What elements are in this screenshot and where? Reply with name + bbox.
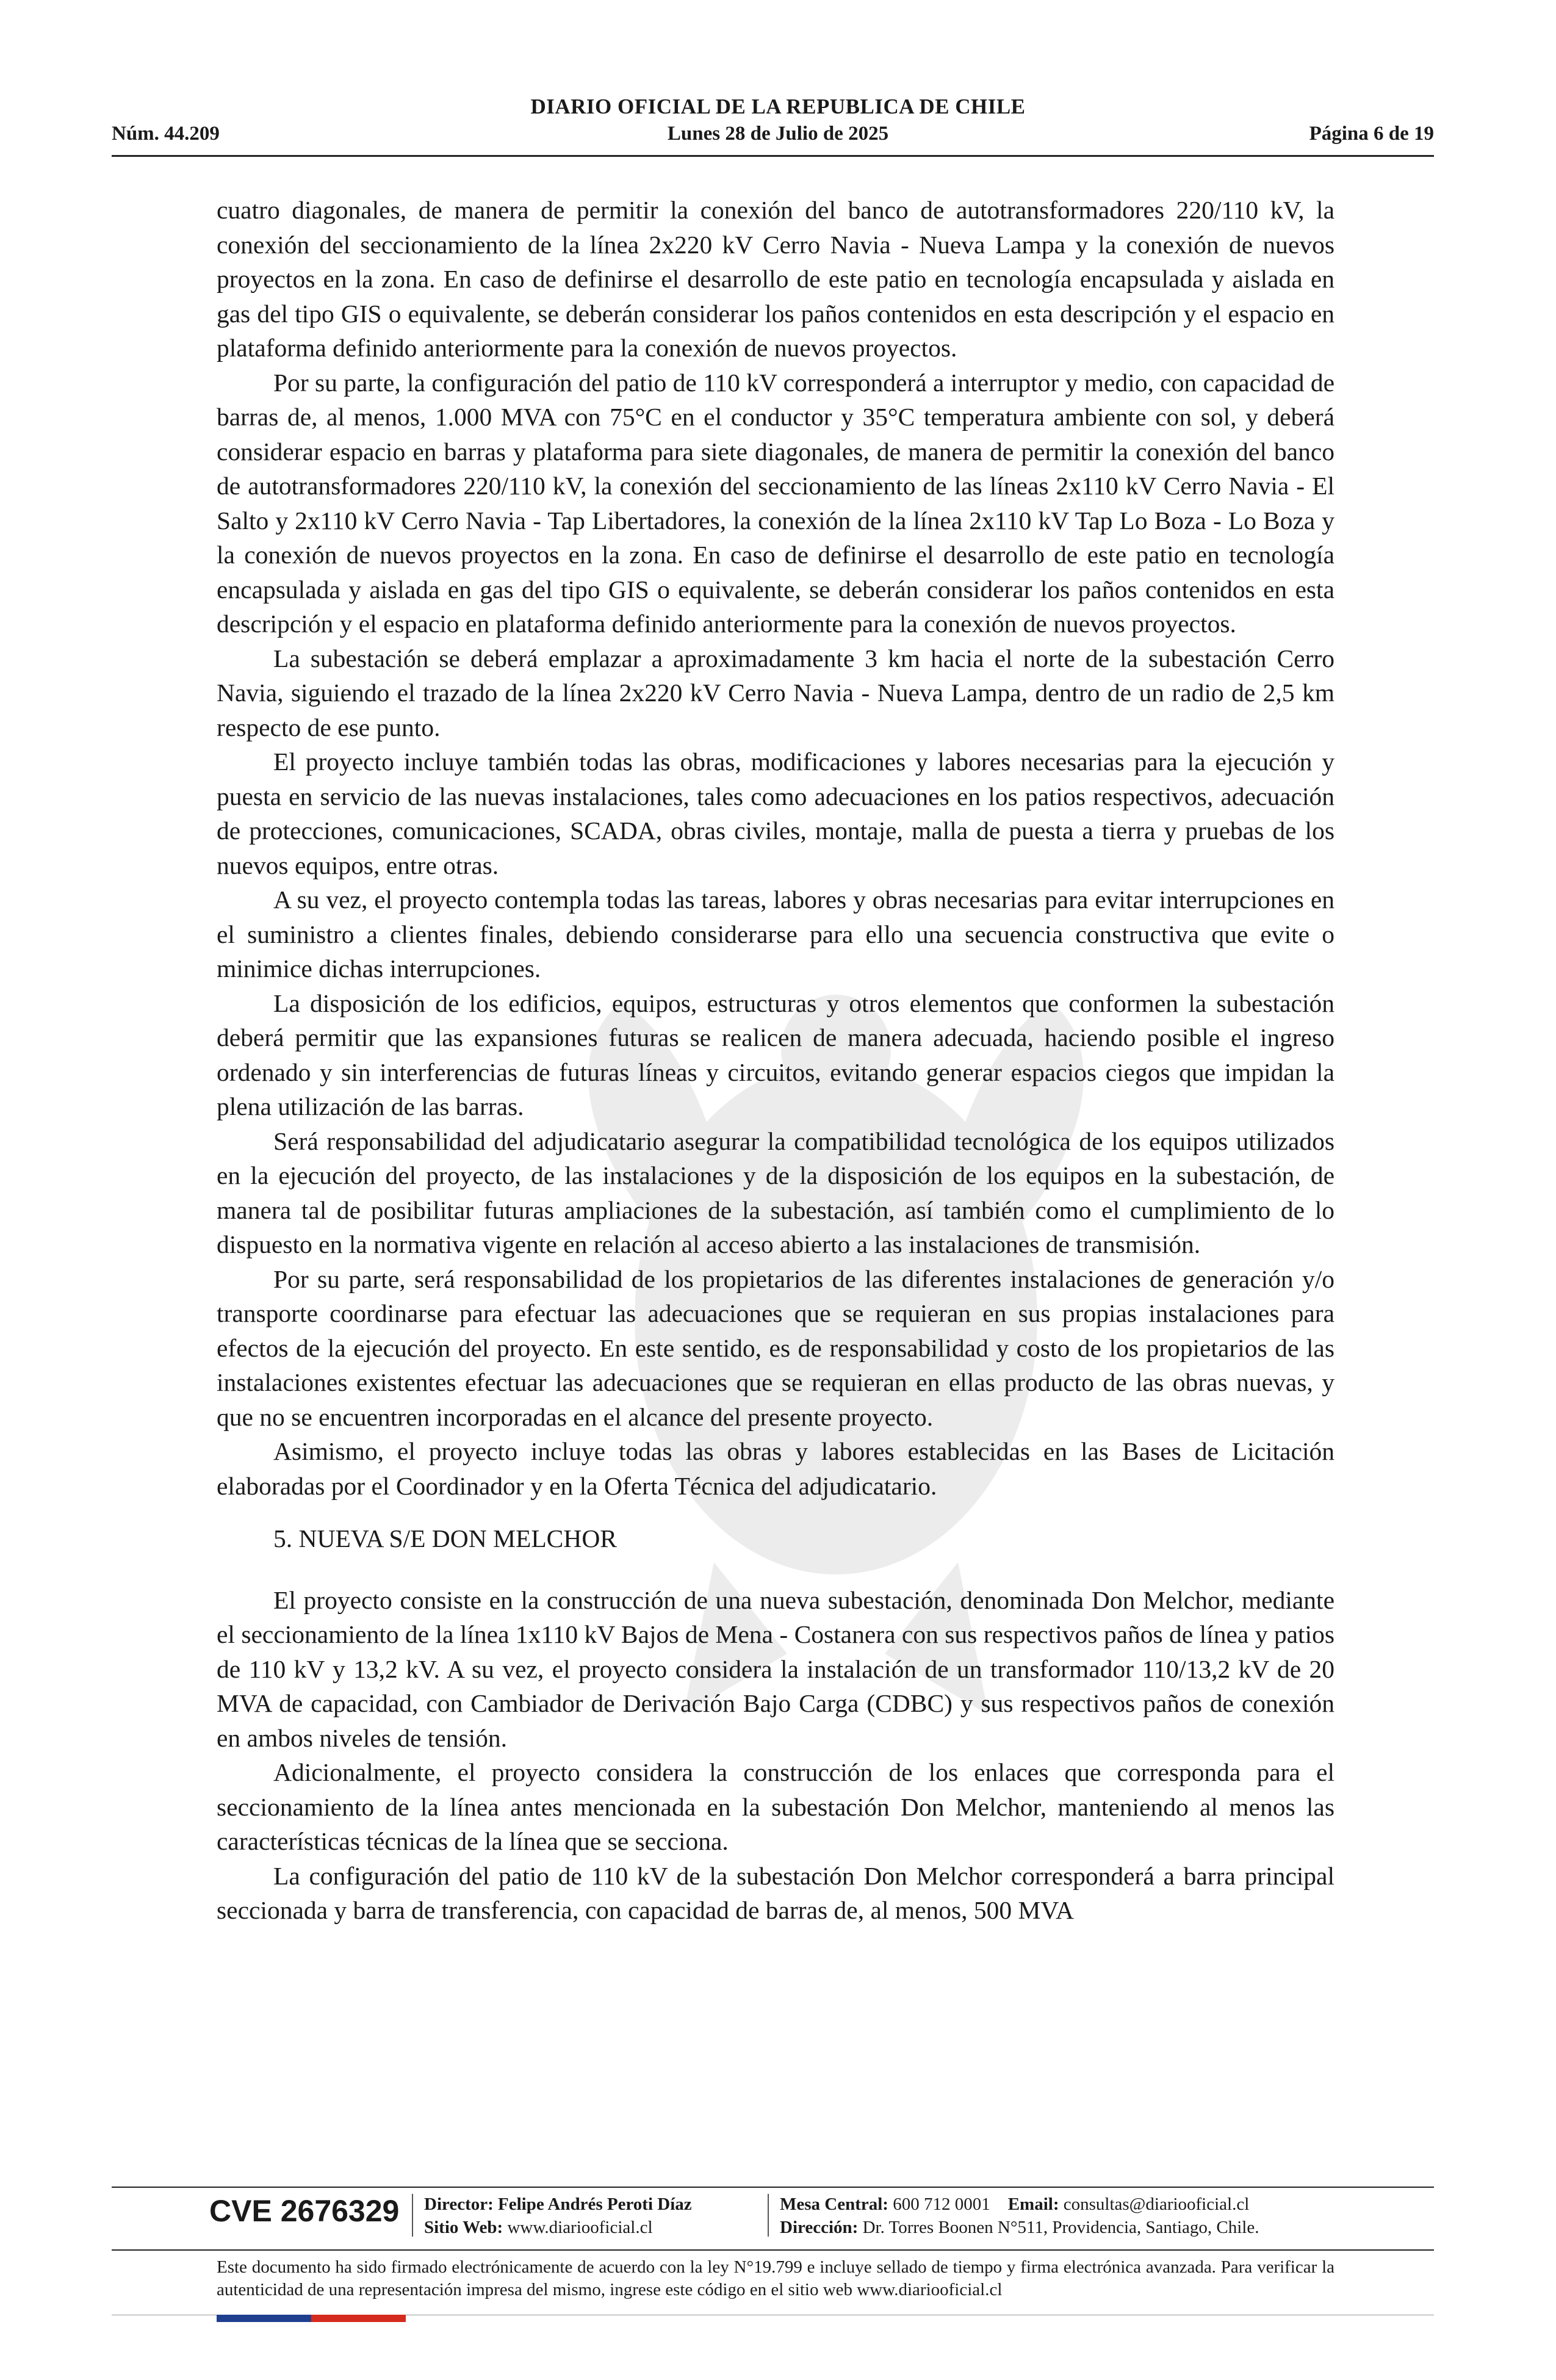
document-body (217, 193, 1334, 1928)
paragraph: cuatro diagonales, de manera de permitir la conexión del banco de autotransformadores 220/110 kV, la conexión del seccionamiento de la línea 2x220 kV Cerro Navia - Nueva Lampa y la conexión de nuevos proyectos en la zona. En caso de definirse el desarrollo de este patio en tecnología encapsulada y aislada en gas del tipo GIS o equivalente, se deberán considerar los paños contenidos en esta descripción y el espacio en plataforma definido anteriormente para la conexión de nuevos proyectos. (217, 196, 1334, 362)
paragraph: Por su parte, la configuración del patio de 110 kV corresponderá a interruptor y medio, con capacidad de barras de, al menos, 1.000 MVA con 75°C en el conductor y 35°C temperatura ambiente con sol, y deberá considerar espacio en barras y plataforma para siete diagonales, de manera de permitir la conexión del banco de autotransformadores 220/110 kV, la conexión del seccionamiento de las líneas 2x110 kV Cerro Navia - El Salto y 2x110 kV Cerro Navia - Tap Libertadores, la conexión de la línea 2x110 kV Tap Lo Boza - Lo Boza y la conexión de nuevos proyectos en la zona. En caso de definirse el desarrollo de este patio en tecnología encapsulada y aislada en gas del tipo GIS o equivalente, se deberán considerar los paños contenidos en esta descripción y el espacio en plataforma definido anteriormente para la conexión de nuevos proyectos. (217, 368, 1334, 638)
section-heading: 5. NUEVA S/E DON MELCHOR (273, 1524, 617, 1552)
paragraph: Será responsabilidad del adjudicatario asegurar la compatibilidad tecnológica de los equipos utilizados en la ejecución del proyecto, de las instalaciones y de la disposición de los equipos en la subestación, de manera tal de posibilitar futuras ampliaciones de la subestación, así también como el cumplimiento de lo dispuesto en la normativa vigente en relación al acceso abierto a las instalaciones de transmisión. (217, 1127, 1334, 1258)
email-link[interactable]: consultas@diariooficial.cl (1063, 2194, 1250, 2214)
paragraph: El proyecto incluye también todas las obras, modificaciones y labores necesarias para la ejecución y puesta en servicio de las nuevas instalaciones, tales como adecuaciones en los patios respectivos, adecuación de protecciones, comunicaciones, SCADA, obras civiles, montaje, malla de puesta a tierra y pruebas de los nuevos equipos, entre otras. (217, 748, 1334, 879)
paragraph: La subestación se deberá emplazar a aproximadamente 3 km hacia el norte de la subestación Cerro Navia, siguiendo el trazado de la línea 2x220 kV Cerro Navia - Nueva Lampa, dentro de un radio de 2,5 km respecto de ese punto. (217, 644, 1334, 741)
paragraph: A su vez, el proyecto contempla todas las tareas, labores y obras necesarias para evitar interrupciones en el suministro a clientes finales, debiendo considerarse para ello una secuencia constructiva que evite o minimice dichas interrupciones. (217, 885, 1334, 983)
paragraph: La configuración del patio de 110 kV de la subestación Don Melchor corresponderá a barra principal seccionada y barra de transferencia, con capacidad de barras de, al menos, 500 MVA (217, 1861, 1334, 1924)
phone-number: 600 712 0001 (893, 2194, 990, 2214)
header-divider (112, 155, 1434, 157)
page-number: Página 6 de 19 (1309, 123, 1434, 145)
paragraph: El proyecto consiste en la construcción de una nueva subestación, denominada Don Melchor, mediante el seccionamiento de la línea 1x110 kV Bajos de Mena - Costanera con sus respectivos paños de línea y patios de 110 kV y 13,2 kV. A su vez, el proyecto considera la instalación de un transformador 110/13,2 kV de 20 MVA de capacidad, con Cambiador de Derivación Bajo Carga (CDBC) y sus respectivos paños de conexión en ambos niveles de tensión. (217, 1585, 1334, 1752)
paragraph: Adicionalmente, el proyecto considera la construcción de los enlaces que corresponda para el seccionamiento de la línea antes mencionada en la subestación Don Melchor, manteniendo al menos las características técnicas de la línea que se secciona. (217, 1758, 1334, 1855)
issue-number: Núm. 44.209 (112, 123, 220, 145)
cve-code: CVE 2676329 (209, 2194, 400, 2228)
paragraph: La disposición de los edificios, equipos, estructuras y otros elementos que conformen la subestación deberá permitir que las expansiones futuras se realicen de manera adecuada, haciendo posible el ingreso ordenado y sin interferencias de futuras líneas y circuitos, evitando generar espacios ciegos que impidan la plena utilización de las barras. (217, 989, 1334, 1120)
paragraph: Asimismo, el proyecto incluye todas las obras y labores establecidas en las Bases de Licitación elaboradas por el Coordinador y en la Oferta Técnica del adjudicatario. (217, 1437, 1334, 1500)
footer-separator (412, 2194, 413, 2237)
footer-director-block (424, 2193, 692, 2239)
footer-contact-block (780, 2193, 1259, 2239)
newspaper-title: DIARIO OFICIAL DE LA REPUBLICA DE CHILE (530, 95, 1026, 118)
website-label: Sitio Web: (424, 2218, 503, 2237)
footer-divider (112, 2187, 1434, 2188)
flag-blue-stripe (217, 2315, 311, 2322)
director-label: Director: (424, 2194, 494, 2214)
signature-notice: Este documento ha sido firmado electrónicamente de acuerdo con la ley N°19.799 e incluye sellado de tiempo y firma electrónica avanzada. Para verificar la autenticidad de una representación impresa del mismo, ingrese este código en el sitio web www.diariooficial.cl (217, 2257, 1334, 2299)
footer-separator (768, 2194, 769, 2237)
flag-red-stripe (311, 2315, 406, 2322)
footer-divider (112, 2249, 1434, 2251)
paragraph: Por su parte, será responsabilidad de los propietarios de las diferentes instalaciones de generación y/o transporte coordinarse para efectuar las adecuaciones que se requieran en sus propias instalaciones para efectos de la ejecución del proyecto. En este sentido, es de responsabilidad y costo de los propietarios de las instalaciones existentes efectuar las adecuaciones que se requieran en ellas producto de las obras nuevas, y que no se encuentren incorporadas en el alcance del presente proyecto. (217, 1264, 1334, 1431)
director-name: Felipe Andrés Peroti Díaz (498, 2194, 692, 2214)
chile-flag-stripe (217, 2315, 406, 2322)
issue-date: Lunes 28 de Julio de 2025 (667, 123, 889, 145)
address-value: Dr. Torres Boonen N°511, Providencia, Santiago, Chile. (862, 2218, 1259, 2237)
phone-label: Mesa Central: (780, 2194, 888, 2214)
website-link[interactable]: www.diariooficial.cl (507, 2218, 653, 2237)
email-label: Email: (1007, 2194, 1059, 2214)
address-label: Dirección: (780, 2218, 859, 2237)
